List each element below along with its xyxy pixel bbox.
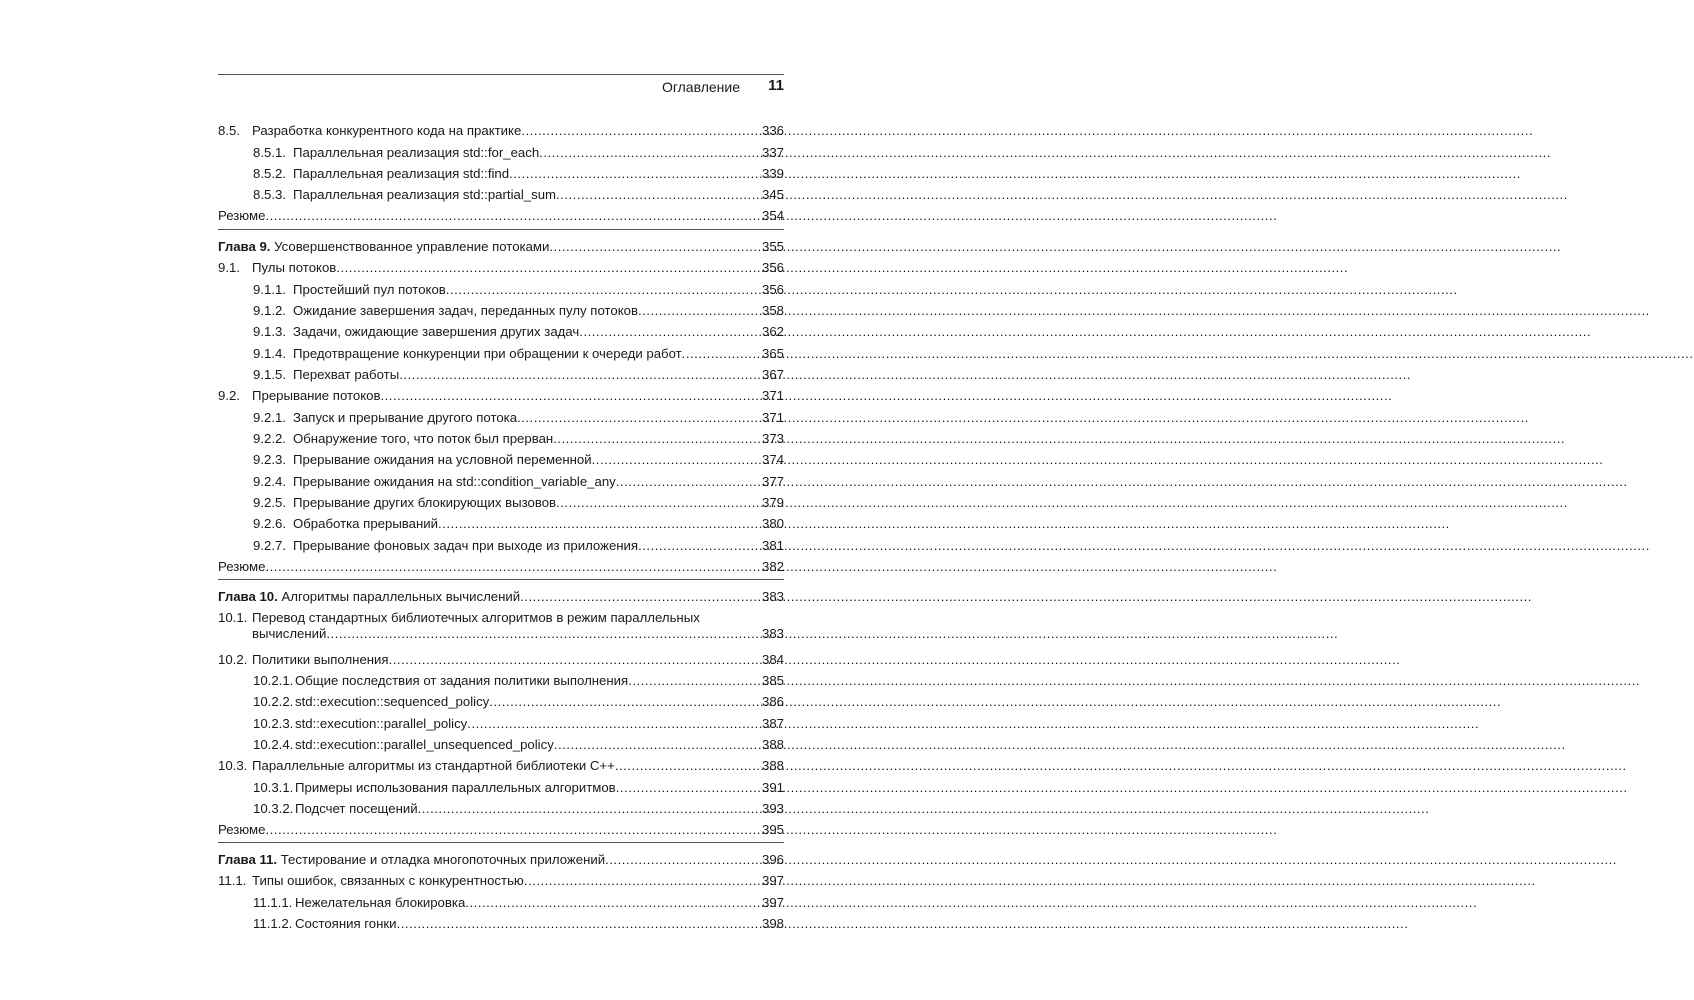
toc-page-number: 397 <box>761 873 784 888</box>
toc-entry-title: Прерывание других блокирующих вызовов <box>293 495 557 510</box>
toc-page-number: 356 <box>761 260 784 275</box>
toc-page-number: 398 <box>761 916 784 931</box>
toc-page-number: 362 <box>761 324 784 339</box>
toc-entry-title: Перехват работы <box>293 367 400 382</box>
dot-leader <box>553 430 762 447</box>
toc-entry-title: Резюме <box>218 208 266 223</box>
toc-page-number: 371 <box>761 410 784 425</box>
dot-leader <box>615 757 762 774</box>
dot-leader <box>524 872 762 889</box>
toc-entry-number: 9.2.4. <box>253 474 286 489</box>
toc-entry-title: Пулы потоков <box>252 260 337 275</box>
toc-entry-title: Алгоритмы параллельных вычислений <box>277 589 521 604</box>
dot-leader <box>265 207 762 224</box>
dot-leader <box>446 281 762 298</box>
toc-entry <box>218 383 784 404</box>
toc-entry-number: 10.2. <box>218 652 248 667</box>
toc-page-number: 373 <box>761 431 784 446</box>
dot-leader <box>592 451 762 468</box>
toc-entry-number: 9.1.3. <box>253 324 286 339</box>
toc-entry-number: 11.1.2. <box>253 916 293 931</box>
dot-leader <box>556 186 762 203</box>
dot-leader <box>397 915 762 932</box>
toc-entry-title: Усовершенствованное управление потоками <box>270 239 550 254</box>
toc-page-number: 337 <box>761 145 784 160</box>
toc-summary-entry <box>218 817 784 838</box>
dot-leader <box>616 779 762 796</box>
toc-page-number: 384 <box>761 652 784 667</box>
running-header-title: Оглавление <box>661 79 740 95</box>
chapter-separator-line <box>218 842 784 843</box>
toc-entry-number: 10.2.1. <box>253 673 294 688</box>
toc-entry-title: Простейший пул потоков <box>293 282 446 297</box>
toc-entry-title: Параллельная реализация std::find <box>293 166 510 181</box>
toc-entry <box>253 796 784 817</box>
toc-entry-number: 9.2.5. <box>253 495 286 510</box>
toc-page-number: 380 <box>761 516 784 531</box>
toc-entry-title: Обработка прерываний <box>293 516 439 531</box>
toc-entry-title: Состояния гонки <box>295 916 397 931</box>
dot-leader <box>265 821 762 838</box>
dot-leader <box>418 800 762 817</box>
toc-entry <box>218 118 784 139</box>
toc-entry-number: 9.1.4. <box>253 346 286 361</box>
toc-entry-number: 9.1. <box>218 260 240 275</box>
toc-entry-number: 8.5. <box>218 123 240 138</box>
toc-entry <box>253 511 784 532</box>
dot-leader <box>556 494 762 511</box>
toc-entry-number: 10.2.2. <box>253 694 294 709</box>
toc-entry <box>253 711 784 732</box>
toc-entry-number: 10.3.2. <box>253 801 294 816</box>
toc-entry-continuation <box>252 621 784 642</box>
dot-leader <box>380 387 762 404</box>
toc-page-number: 388 <box>761 737 784 752</box>
toc-entry-number: 9.2.2. <box>253 431 286 446</box>
toc-entry-title: Параллельная реализация std::for_each <box>293 145 540 160</box>
toc-entry-title: Нежелательная блокировка <box>295 895 466 910</box>
chapter-separator-line <box>218 579 784 580</box>
toc-entry-title: Предотвращение конкуренции при обращении к очереди работ <box>293 346 682 361</box>
toc-entry-number: 8.5.2. <box>253 166 286 181</box>
toc-page-number: 379 <box>761 495 784 510</box>
toc-entry <box>253 911 784 932</box>
toc-entry-title: Ожидание завершения задач, переданных пулу потоков <box>293 303 638 318</box>
toc-entry-title: Прерывание фоновых задач при выходе из приложения <box>293 538 639 553</box>
toc-chapter-entry <box>218 234 784 255</box>
toc-entry-title: Прерывание ожидания на условной переменной <box>293 452 592 467</box>
toc-entry-number: 8.5.1. <box>253 145 286 160</box>
toc-page-number: 336 <box>761 123 784 138</box>
toc-entry <box>253 405 784 426</box>
toc-entry-number: 10.2.3. <box>253 716 294 731</box>
toc-entry-number: 10.3. <box>218 758 248 773</box>
dot-leader <box>554 736 762 753</box>
dot-leader <box>465 894 762 911</box>
running-header-page-number: 11 <box>768 77 784 94</box>
toc-entry-title: Типы ошибок, связанных с конкурентностью <box>252 873 524 888</box>
toc-entry-title: std::execution::parallel_unsequenced_policy <box>295 737 554 752</box>
toc-entry-number: 9.1.2. <box>253 303 286 318</box>
toc-entry <box>253 182 784 203</box>
toc-entry <box>253 490 784 511</box>
toc-entry-number: 11.1. <box>218 873 247 888</box>
toc-entry-number: 9.2.6. <box>253 516 286 531</box>
toc-page-number: 377 <box>761 474 784 489</box>
toc-entry <box>218 753 784 774</box>
toc-entry-number: 11.1.1. <box>253 895 293 910</box>
dot-leader <box>399 366 762 383</box>
toc-page-number: 393 <box>761 801 784 816</box>
toc-entry-title: Прерывание потоков <box>252 388 381 403</box>
toc-summary-entry <box>218 554 784 575</box>
toc-page-number: 356 <box>761 282 784 297</box>
toc-page-number: 383 <box>761 589 784 604</box>
toc-entry <box>253 277 784 298</box>
toc-entry <box>253 140 784 161</box>
toc-entry <box>253 319 784 340</box>
toc-page-number: 387 <box>761 716 784 731</box>
toc-entry <box>253 161 784 182</box>
dot-leader <box>616 473 762 490</box>
toc-page-number: 354 <box>761 208 784 223</box>
toc-page-number: 383 <box>761 626 784 641</box>
dot-leader <box>682 345 762 362</box>
dot-leader <box>489 693 762 710</box>
toc-page-number: 385 <box>761 673 784 688</box>
toc-entry-number: 9.1.5. <box>253 367 286 382</box>
toc-entry-title: std::execution::parallel_policy <box>295 716 468 731</box>
toc-chapter-number: Глава 11. <box>218 852 278 867</box>
toc-entry <box>253 298 784 319</box>
toc-entry-title: Параллельная реализация std::partial_sum <box>293 187 557 202</box>
toc-entry-title: Политики выполнения <box>252 652 389 667</box>
toc-entry <box>218 647 784 668</box>
toc-chapter-entry <box>218 584 784 605</box>
toc-entry <box>218 255 784 276</box>
toc-entry-number: 9.1.1. <box>253 282 286 297</box>
dot-leader <box>605 851 762 868</box>
toc-entry <box>253 469 784 490</box>
toc-entry-title: Подсчет посещений <box>295 801 418 816</box>
toc-entry-number: 9.2.3. <box>253 452 286 467</box>
toc-entry-title: Резюме <box>218 822 266 837</box>
toc-chapter-number: Глава 10. <box>218 589 278 604</box>
toc-entry-number: 10.2.4. <box>253 737 294 752</box>
toc-page-number: 339 <box>761 166 784 181</box>
dot-leader <box>438 515 762 532</box>
toc-entry-title: Тестирование и отладка многопоточных приложений <box>277 852 606 867</box>
toc-entry <box>253 890 784 911</box>
toc-entry-title: Обнаружение того, что поток был прерван <box>293 431 554 446</box>
toc-entry-number: 10.3.1. <box>253 780 294 795</box>
toc-entry <box>253 668 784 689</box>
toc-entry <box>253 426 784 447</box>
toc-entry-title: Задачи, ожидающие завершения других задач <box>293 324 580 339</box>
toc-page-number: 395 <box>761 822 784 837</box>
toc-entry-title: Прерывание ожидания на std::condition_variable_any <box>293 474 616 489</box>
toc-entry-number: 9.2. <box>218 388 240 403</box>
dot-leader <box>389 651 762 668</box>
toc-entry-number: 8.5.3. <box>253 187 286 202</box>
dot-leader <box>336 259 762 276</box>
toc-entry-number: 9.2.7. <box>253 538 286 553</box>
toc-entry <box>253 775 784 796</box>
toc-entry-title: Примеры использования параллельных алгоритмов <box>295 780 616 795</box>
toc-entry <box>218 868 784 889</box>
dot-leader <box>520 588 762 605</box>
toc-entry <box>253 362 784 383</box>
dot-leader <box>509 165 762 182</box>
dot-leader <box>638 302 762 319</box>
toc-page-number: 391 <box>761 780 784 795</box>
toc-page-number: 371 <box>761 388 784 403</box>
toc-entry-number: 9.2.1. <box>253 410 286 425</box>
toc-summary-entry <box>218 203 784 224</box>
toc-entry <box>253 732 784 753</box>
toc-page-number: 381 <box>761 538 784 553</box>
toc-entry-title: Разработка конкурентного кода на практике <box>252 123 522 138</box>
toc-page-number: 388 <box>761 758 784 773</box>
dot-leader <box>521 122 762 139</box>
toc-chapter-entry <box>218 847 784 868</box>
toc-entry <box>253 533 784 554</box>
dot-leader <box>326 625 762 642</box>
toc-page-number: 358 <box>761 303 784 318</box>
toc-entry <box>253 689 784 710</box>
toc-page-number: 382 <box>761 559 784 574</box>
toc-page-number: 386 <box>761 694 784 709</box>
toc-entry <box>253 447 784 468</box>
dot-leader <box>549 238 762 255</box>
toc-entry-title: Резюме <box>218 559 266 574</box>
toc-entry-title-continued: вычислений <box>252 626 327 641</box>
toc-page-number: 374 <box>761 452 784 467</box>
dot-leader <box>579 323 762 340</box>
dot-leader <box>467 715 762 732</box>
dot-leader <box>638 537 762 554</box>
toc-chapter-number: Глава 9. <box>218 239 271 254</box>
toc-entry-title: Перевод стандартных библиотечных алгоритмов в режим параллельных <box>252 610 700 625</box>
dot-leader <box>628 672 762 689</box>
toc-page-number: 355 <box>761 239 784 254</box>
dot-leader <box>539 144 762 161</box>
toc-entry-number: 10.1. <box>218 610 248 625</box>
toc-page-number: 345 <box>761 187 784 202</box>
toc-page-number: 397 <box>761 895 784 910</box>
toc-entry-title: std::execution::sequenced_policy <box>295 694 490 709</box>
toc-page-number: 367 <box>761 367 784 382</box>
toc-page-number: 396 <box>761 852 784 867</box>
dot-leader <box>265 558 762 575</box>
toc-entry-title: Параллельные алгоритмы из стандартной библиотеки С++ <box>252 758 615 773</box>
toc-entry-title: Общие последствия от задания политики выполнения <box>295 673 629 688</box>
toc-entry <box>253 341 784 362</box>
toc-page-number: 365 <box>761 346 784 361</box>
dot-leader <box>517 409 762 426</box>
chapter-separator-line <box>218 229 784 230</box>
toc-entry-title: Запуск и прерывание другого потока <box>293 410 518 425</box>
